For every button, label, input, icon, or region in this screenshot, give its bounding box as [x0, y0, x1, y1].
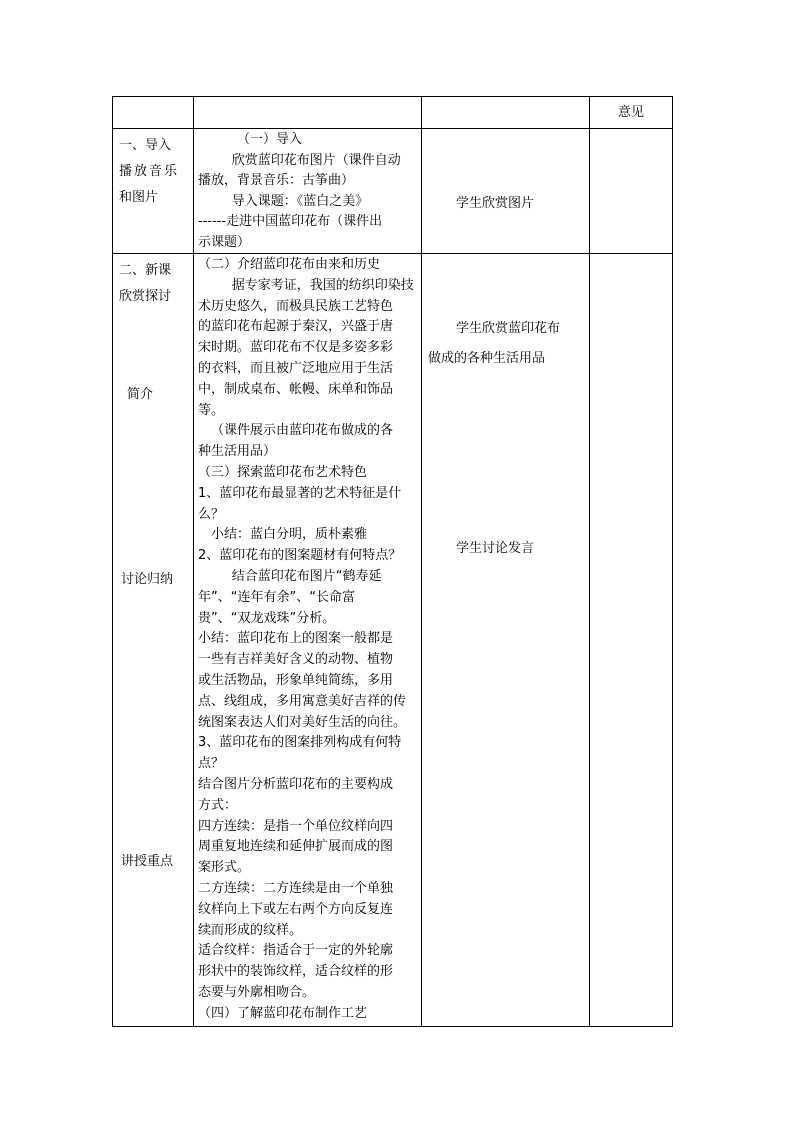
content-line: 等。 [198, 402, 225, 418]
student-activity-discuss: 学生讨论发言 [456, 541, 535, 556]
table-row-new-lesson [113, 254, 673, 1027]
content-line: 结合图片分析蓝印花布的主要构成 [198, 776, 394, 792]
header-cell-opinion [590, 97, 673, 129]
stage-cell-new-lesson [113, 254, 194, 1027]
content-cell-new-lesson [194, 254, 422, 1027]
content-line: 示课题） [198, 234, 251, 250]
header-cell-stage [113, 97, 194, 129]
content-line: （一）导入 [237, 132, 303, 147]
content-line: 宋时期。蓝印花布不仅是多姿多彩 [198, 340, 394, 356]
content-line: 种生活用品） [198, 444, 277, 460]
student-cell-intro [422, 129, 590, 254]
table-row-intro [113, 129, 673, 254]
content-line: 导入课题：《蓝白之美》 [231, 193, 369, 209]
content-line: 贵”、“双龙戏珠”分析。 [198, 610, 336, 626]
opinion-cell-intro [590, 129, 673, 254]
table-header-row [113, 97, 673, 129]
content-line: 统图案表达人们对美好生活的向往。 [198, 714, 407, 730]
stage-discuss-label: 讨论归纳 [121, 572, 174, 587]
content-line: 的蓝印花布起源于秦汉，兴盛于唐 [198, 319, 394, 335]
content-line: 么？ [198, 506, 225, 522]
content-line: 周重复地连续和延伸扩展而成的图 [198, 839, 394, 855]
content-line: ------走进中国蓝印花布（课件出 [198, 214, 383, 229]
opinion-cell-new-lesson [590, 254, 673, 1027]
content-line: 案形式。 [198, 860, 251, 876]
content-line: 中，制成桌布、帐幔、床单和饰品 [198, 381, 394, 397]
content-line: 适合纹样：指适合于一定的外轮廓 [198, 943, 394, 959]
content-line: 术历史悠久，而极具民族工艺特色 [198, 298, 394, 314]
content-line: 小结：蓝印花布上的图案一般都是 [198, 631, 394, 647]
content-line: 1、蓝印花布最显著的艺术特征是什 [198, 485, 402, 501]
content-line: （四）了解蓝印花布制作工艺 [198, 1005, 368, 1021]
opinion-header-label: 意见 [617, 105, 644, 120]
content-line: 据专家考证，我国的纺织印染技 [231, 277, 414, 293]
student-cell-new-lesson [422, 254, 590, 1027]
student-activity-appreciate-line2: 做成的各种生活用品 [428, 351, 546, 366]
stage-line: 一、导入 [119, 138, 172, 153]
stage-intro-label: 简介 [127, 387, 154, 402]
content-line: 形状中的装饰纹样，适合纹样的形 [198, 964, 394, 980]
content-line: 四方连续：是指一个单位纹样向四 [198, 818, 394, 834]
content-line: 态要与外廓相吻合。 [198, 984, 316, 1000]
student-activity-text: 学生欣赏图片 [456, 196, 535, 211]
stage-line: 欣赏探讨 [119, 289, 172, 304]
content-line: 结合蓝印花布图片“鹤寿延 [231, 568, 382, 584]
content-line: 2、蓝印花布的图案题材有何特点？ [198, 548, 402, 564]
content-line: 欣赏蓝印花布图片（课件自动 [231, 152, 401, 168]
stage-line: 二、新课 [119, 263, 172, 278]
content-line: （二）介绍蓝印花布由来和历史 [198, 257, 381, 272]
content-line: 续而形成的纹样。 [198, 922, 303, 938]
student-activity-appreciate-line1: 学生欣赏蓝印花布 [456, 321, 561, 336]
header-cell-student [422, 97, 590, 129]
content-line: 一些有吉祥美好含义的动物、植物 [198, 652, 394, 668]
content-line: （课件展示由蓝印花布做成的各 [211, 423, 394, 439]
stage-key-point-label: 讲授重点 [121, 854, 174, 869]
stage-line: 和图片 [119, 190, 159, 205]
content-line: 方式： [198, 797, 238, 813]
lesson-plan-table [112, 96, 673, 1027]
content-line: 二方连续：二方连续是由一个单独 [198, 880, 394, 896]
content-line: 年”、“连年有余”、“长命富 [198, 589, 355, 605]
content-cell-intro [194, 129, 422, 254]
content-line: 纹样向上下或左右两个方向反复连 [198, 901, 394, 917]
content-line: （三）探索蓝印花布艺术特色 [198, 464, 368, 480]
content-line: 小结：蓝白分明，质朴素雅 [211, 527, 368, 543]
content-line: 3、蓝印花布的图案排列构成有何特 [198, 735, 402, 751]
content-line: 点？ [198, 756, 225, 772]
header-cell-content [194, 97, 422, 129]
content-line: 或生活物品，形象单纯简练，多用 [198, 672, 394, 688]
stage-cell-intro [113, 129, 194, 254]
stage-line: 播放音乐 [119, 164, 180, 179]
content-line: 的衣料，而且被广泛地应用于生活 [198, 360, 394, 376]
content-line: 播放，背景音乐：古筝曲） [198, 173, 355, 188]
content-line: 点、线组成，多用寓意美好吉祥的传 [198, 693, 407, 709]
